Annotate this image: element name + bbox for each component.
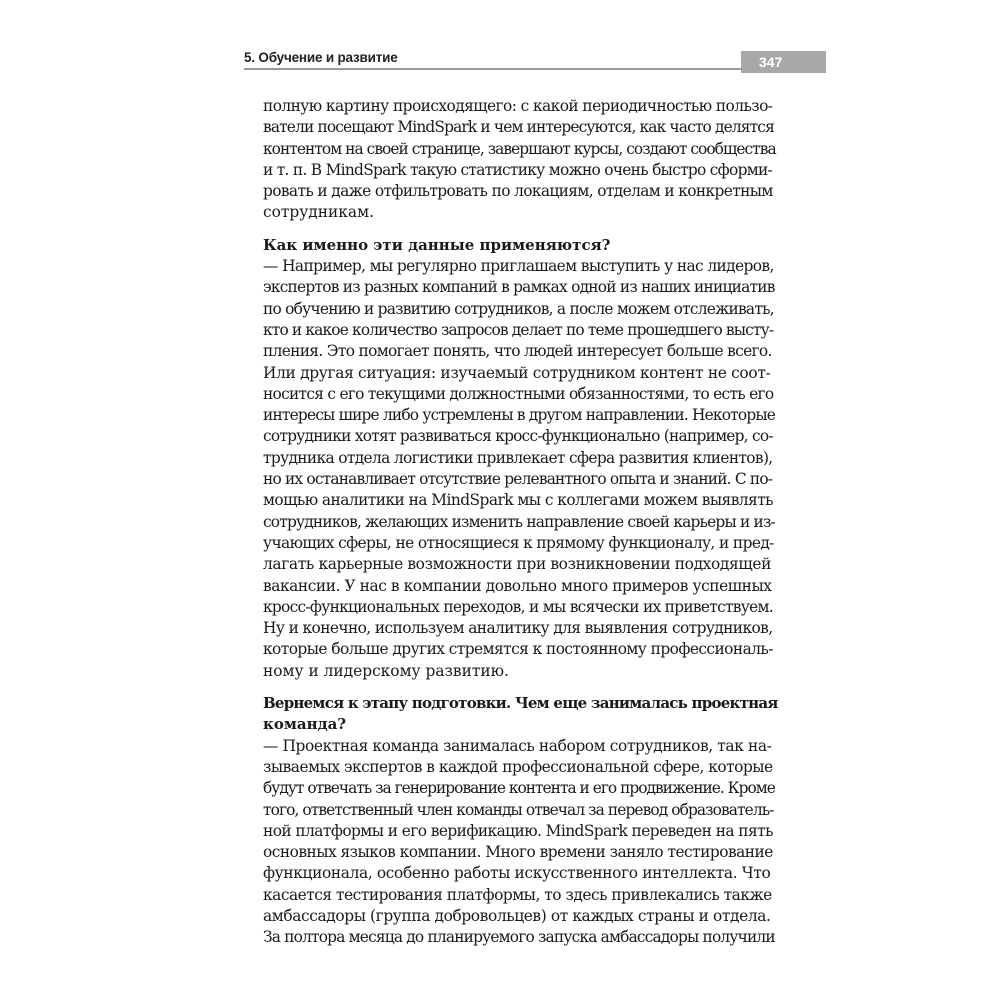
text-line: и т. п. В MindSpark такую статистику можно очень быстро сформи-	[263, 160, 773, 179]
running-header	[244, 49, 826, 71]
text-line: кто и какое количество запросов делает по теме прошедшего высту-	[263, 320, 774, 339]
text-line: — Проектная команда занималась набором сотрудников, так на-	[263, 736, 772, 755]
question-line: команда?	[263, 715, 347, 734]
text-line: Или другая ситуация: изучаемый сотрудником контент не соот-	[263, 363, 771, 382]
text-line: ной платформы и его верификацию. MindSpark переведен на пять	[263, 821, 773, 840]
text-line: ному и лидерскому развитию.	[263, 661, 509, 680]
text-line: вакансии. У нас в компании довольно много примеров успешных	[263, 576, 772, 595]
text-line: будут отвечать за генерирование контента и его продвижение. Кроме	[263, 779, 775, 798]
text-line: лагать карьерные возможности при возникновении подходящей	[263, 555, 771, 574]
text-line: ватели посещают MindSpark и чем интересуются, как часто делятся	[263, 118, 774, 137]
page-body	[263, 96, 778, 949]
interview-answer	[263, 256, 776, 682]
page-number-box	[741, 51, 826, 73]
text-line: кросс-функциональных переходов, и мы всячески их приветствуем.	[263, 597, 773, 616]
text-line: трудника отдела логистики привлекает сфера развития клиентов),	[263, 448, 773, 467]
text-line: экспертов из разных компаний в рамках одной из наших инициатив	[263, 278, 775, 297]
text-line: контентом на своей странице, завершают курсы, создают сообщества	[263, 139, 776, 158]
chapter-title: 5. Обучение и развитие	[244, 50, 398, 65]
text-line: по обучению и развитию сотрудников, а после можем отслеживать,	[263, 299, 774, 318]
text-line: но их останавливает отсутствие релевантного опыта и знаний. С по-	[263, 470, 773, 489]
text-line: — Например, мы регулярно приглашаем выступить у нас лидеров,	[263, 257, 774, 276]
question-line: Вернемся к этапу подготовки. Чем еще занималась проектная	[263, 694, 778, 713]
text-line: зываемых экспертов в каждой профессиональной сфере, которые	[263, 757, 773, 776]
page-number: 347	[759, 54, 783, 70]
text-line: пления. Это помогает понять, что людей интересует больше всего.	[263, 342, 772, 361]
interview-answer	[263, 736, 775, 949]
header-rule	[244, 68, 741, 70]
text-line: полную картину происходящего: с какой периодичностью пользо-	[263, 97, 773, 115]
interview-question	[263, 693, 778, 736]
text-line: касается тестирования платформы, то здесь привлекались также	[263, 885, 772, 904]
paragraph-continuation	[263, 96, 776, 224]
text-line: функционала, особенно работы искусственного интеллекта. Что	[263, 864, 771, 883]
text-line: сотрудникам.	[263, 203, 374, 222]
text-line: того, ответственный член команды отвечал за перевод образователь-	[263, 800, 774, 819]
text-line: сотрудники хотят развиваться кросс-функционально (например, со-	[263, 427, 773, 446]
text-line: мощью аналитики на MindSpark мы с коллегами можем выявлять	[263, 491, 773, 510]
text-line: которые больше других стремятся к постоянному профессиональ-	[263, 640, 773, 659]
text-line: интересы шире либо устремлены в другом направлении. Некоторые	[263, 406, 776, 425]
text-line: амбассадоры (группа добровольцев) от каждых страны и отдела.	[263, 906, 771, 925]
text-line: Ну и конечно, используем аналитику для выявления сотрудников,	[263, 619, 773, 638]
text-line: основных языков компании. Много времени заняло тестирование	[263, 843, 773, 862]
interview-question	[263, 235, 768, 256]
text-line: учающих сферы, не относящиеся к прямому функционалу, и пред-	[263, 533, 774, 552]
text-line: носится с его текущими должностными обязанностями, то есть его	[263, 384, 774, 403]
question-line: Как именно эти данные применяются?	[263, 235, 611, 254]
text-line: сотрудников, желающих изменить направление своей карьеры и из-	[263, 512, 775, 531]
text-line: За полтора месяца до планируемого запуска амбассадоры получили	[263, 928, 775, 947]
text-line: ровать и даже отфильтровать по локациям, отделам и конкретным	[263, 182, 773, 201]
